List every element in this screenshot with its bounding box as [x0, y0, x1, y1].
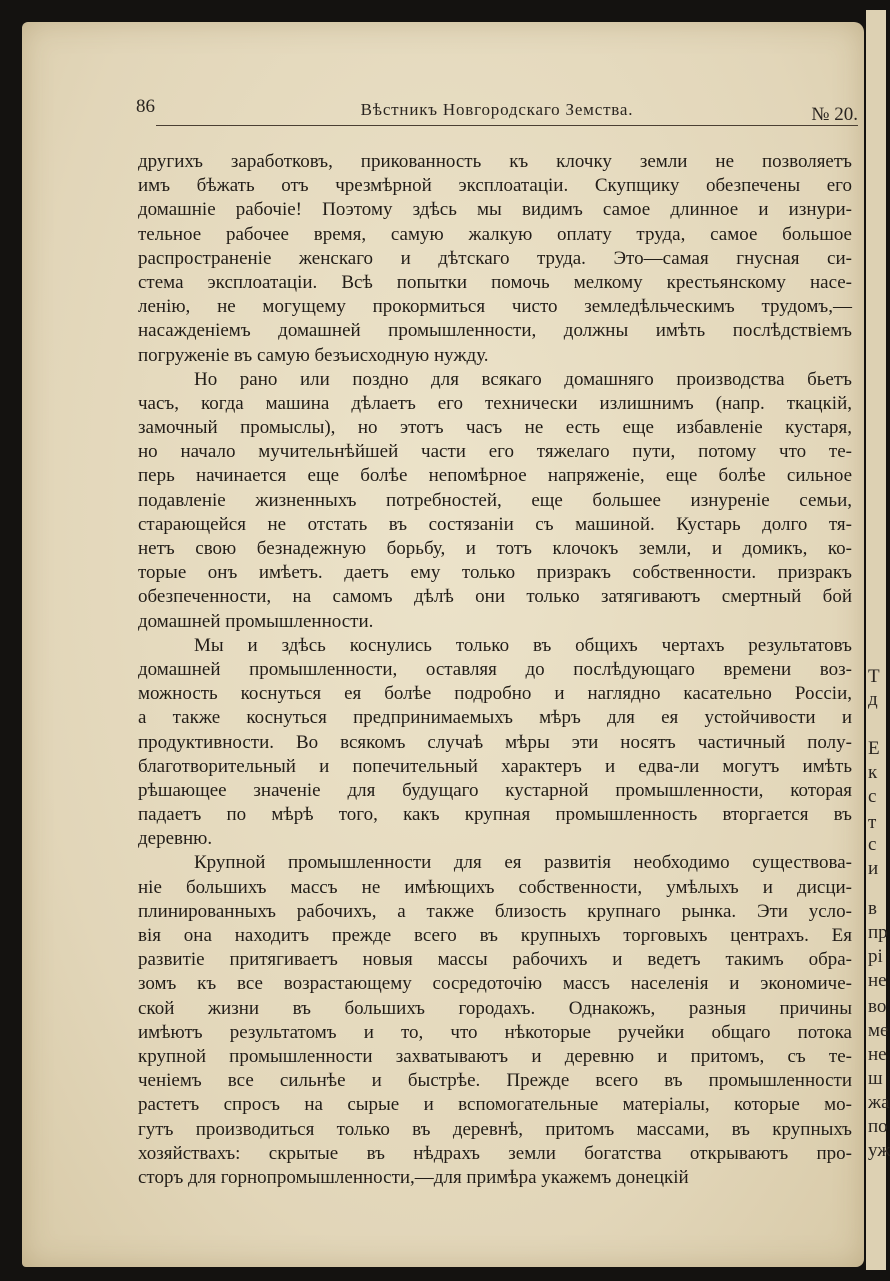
text-line: часъ, когда машина дѣлаетъ его технически излишнимъ (напр. ткацкій, [138, 392, 852, 414]
text-line: ской жизни въ большихъ городахъ. Однакожъ, разныя причины [138, 997, 852, 1019]
text-line: подавленіе жизненныхъ потребностей, еще большее изнуреніе семьи, [138, 489, 852, 511]
text-line: растетъ спросъ на сырые и вспомогательные матеріалы, которые мо- [138, 1094, 852, 1116]
text-line: падаетъ по мѣрѣ того, какъ крупная промышленность вторгается въ [138, 804, 852, 826]
edge-letter: ме [868, 1020, 889, 1041]
text-line: стема эксплоатаціи. Всѣ попытки помочь мелкому крестьянскому насе- [138, 271, 852, 293]
edge-letter: Т [868, 666, 880, 687]
text-line: перь начинается еще болѣе непомѣрное напряженіе, еще болѣе сильное [138, 465, 852, 487]
text-line: крупной промышленности захватываютъ и деревню и притомъ, съ те- [138, 1045, 852, 1067]
text-line: имѣютъ результатомъ и то, что нѣкоторые ручейки общаго потока [138, 1021, 852, 1043]
edge-letter: жа [868, 1092, 890, 1113]
text-line: замочный промыслы), но этотъ часъ не есть еще избавленіе кустаря, [138, 417, 852, 439]
running-header [136, 96, 858, 124]
edge-letter: с [868, 834, 877, 855]
text-line: ченіемъ все сильнѣе и быстрѣе. Прежде всего въ промышленности [138, 1070, 852, 1092]
edge-letter: пр [868, 922, 888, 943]
edge-letter: во [868, 996, 887, 1017]
paragraph [138, 368, 852, 634]
edge-letter: д [868, 689, 878, 710]
text-line: имъ бѣжать отъ чрезмѣрной эксплоатаціи. Скупщику обезпечены его [138, 175, 852, 197]
running-title: Вѣстникъ Новгородскаго Земства. [360, 100, 634, 119]
text-line: домашніе рабочіе! Поэтому здѣсь мы видимъ самое длинное и изнури- [138, 199, 852, 221]
text-line: а также коснуться предпринимаемыхъ мѣръ для ея устойчивости и [138, 707, 852, 729]
edge-letter: не [868, 1044, 887, 1065]
text-line: сторъ для горнопромышленности,—для примѣра укажемъ донецкій [138, 1166, 689, 1188]
text-line: торые онъ имѣетъ. даетъ ему только призракъ собственности. призракъ [138, 562, 852, 584]
text-line: насажденіемъ домашней промышленности, должны имѣть послѣдствіемъ [138, 320, 852, 342]
text-line: хозяйствахъ: скрытые въ нѣдрахъ земли богатства открываютъ про- [138, 1142, 852, 1164]
edge-letter: с [868, 786, 877, 807]
paragraph [138, 851, 852, 1190]
text-line: ленію, не могущему прокормиться чисто земледѣльческимъ трудомъ,— [138, 296, 852, 318]
text-line: деревню. [138, 828, 213, 850]
text-line: рѣшающее значеніе для будущаго кустарной промышленности, которая [138, 779, 852, 801]
text-line: Крупной промышленности для ея развитія необходимо существова- [194, 852, 852, 874]
text-line: но начало мучительнѣйшей части его тяжелаго пути, потому что те- [138, 441, 852, 463]
book-page [22, 22, 864, 1267]
paragraph [138, 634, 852, 852]
paragraph [138, 150, 852, 368]
text-line: старающейся не отстать въ состязаніи съ машиной. Кустарь долго тя- [138, 513, 852, 535]
text-line: Мы и здѣсь коснулись только въ общихъ чертахъ результатовъ [194, 634, 852, 656]
text-line: продуктивности. Во всякомъ случаѣ мѣры эти носятъ частичный полу- [138, 731, 852, 753]
text-line: ніе большихъ массъ не имѣющихъ собственности, умѣлыхъ и дисци- [138, 876, 852, 898]
text-line: вія она находитъ прежде всего въ крупныхъ торговыхъ центрахъ. Ея [138, 925, 852, 946]
edge-letter: рі [868, 946, 883, 967]
text-line: Но рано или поздно для всякаго домашняго производства бьетъ [194, 368, 852, 390]
text-line: благотворительный и попечительный характеръ и едва-ли могутъ имѣть [138, 755, 852, 777]
text-line: распространеніе женскаго и дѣтскаго труда. Это—самая гнусная си- [138, 247, 852, 269]
text-line: другихъ заработковъ, прикованность къ клочку земли не позволяетъ [138, 151, 852, 172]
edge-letter: по [868, 1116, 888, 1137]
edge-letter: т [868, 812, 877, 833]
edge-letter: уж [868, 1140, 890, 1161]
page-number: 86 [136, 96, 155, 117]
text-line: тельное рабочее время, самую жалкую оплату труда, самое большое [138, 223, 852, 245]
text-line: можность коснуться ея болѣе подробно и наглядно касательно Россіи, [138, 683, 852, 705]
header-rule [156, 125, 858, 126]
text-line: гутъ производиться только въ деревнѣ, притомъ массами, въ крупныхъ [138, 1118, 852, 1140]
edge-letter: к [868, 762, 878, 783]
edge-letter: и [868, 858, 879, 879]
edge-letter: в [868, 898, 877, 919]
text-line: плинированныхъ рабочихъ, а также близость крупнаго рынка. Эти усло- [138, 900, 852, 922]
text-line: зомъ къ все возрастающему сосредоточію массъ населенія и экономиче- [138, 973, 852, 995]
edge-letter: Е [868, 738, 880, 759]
body-text [138, 150, 852, 1190]
text-line: развитіе притягиваетъ новыя массы рабочихъ и ведетъ такимъ обра- [138, 949, 852, 971]
adjacent-page-edge [866, 10, 890, 1270]
text-line: нетъ свою безнадежную борьбу, и тотъ клочокъ земли, и домикъ, ко- [138, 538, 852, 559]
text-line: домашней промышленности. [138, 610, 374, 632]
issue-number: № 20. [811, 104, 858, 125]
text-line: погруженіе въ самую безъисходную нужду. [138, 344, 489, 366]
edge-letter: ш [868, 1068, 883, 1089]
text-line: обезпеченности, на самомъ дѣлѣ они только затягиваютъ смертный бой [138, 586, 852, 608]
text-line: домашней промышленности, оставляя до послѣдующаго времени воз- [138, 658, 852, 680]
edge-letter: не [868, 970, 887, 991]
